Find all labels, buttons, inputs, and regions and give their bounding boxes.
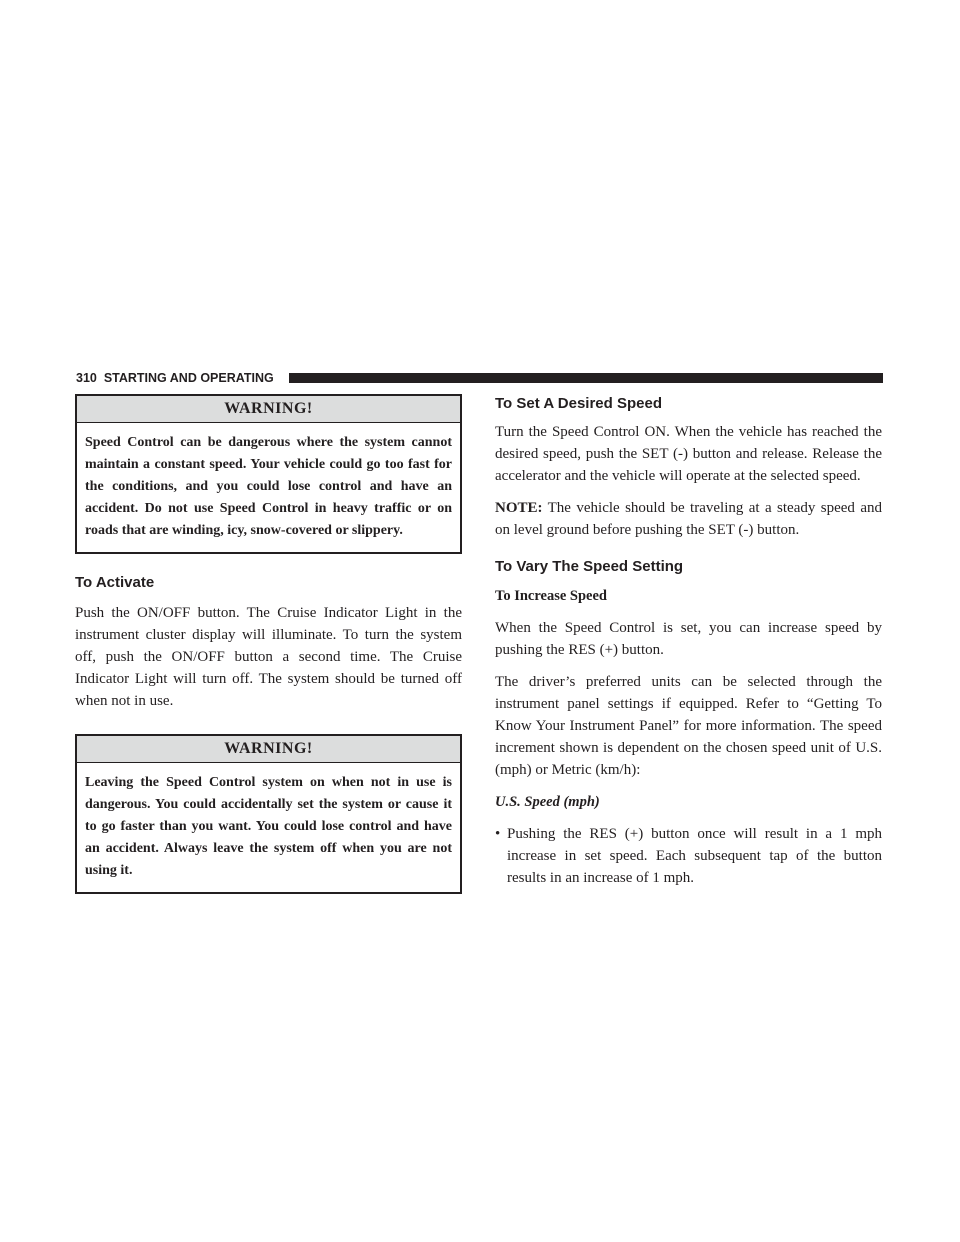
section-heading: To Set A Desired Speed: [495, 395, 662, 412]
paragraph: The driver’s preferred units can be selected through the instrument panel settings if equipped. Refer to “Getting To Know Your Instrument Panel” for more information. The speed increment shown is dependent on the chosen speed unit of U.S. (mph) or Metric (km/h):: [495, 674, 882, 778]
warning-title: WARNING!: [77, 736, 460, 763]
warning-title: WARNING!: [77, 396, 460, 423]
list-item-text: Pushing the RES (+) button once will result in a 1 mph increase in set speed. Each subsequent tap of the button results in an increase of 1 mph.: [507, 826, 882, 886]
warning-box: [75, 734, 462, 894]
section-heading: To Activate: [75, 574, 155, 591]
page-header-text: [76, 371, 274, 385]
right-column: [495, 394, 882, 889]
page-header: [76, 371, 883, 385]
left-column: [75, 394, 462, 894]
note-paragraph: [495, 497, 882, 541]
bullet-icon: •: [495, 826, 501, 842]
header-rule: [289, 373, 883, 383]
warning-text: Leaving the Speed Control system on when not in use is dangerous. You could accidentally set the system or cause it to go faster than you want. You could lose control and have an accident. Always leave the system off when you are not using it.: [85, 775, 452, 878]
warning-text: Speed Control can be dangerous where the system cannot maintain a constant speed. Your vehicle could go too fast for the conditions, and you could lose control and have an accident. Do not use Speed Control in heavy traffic or on roads that are winding, icy, snow-covered or slippery.: [85, 435, 452, 538]
section-heading: To Vary The Speed Setting: [495, 558, 684, 575]
paragraph: Push the ON/OFF button. The Cruise Indicator Light in the instrument cluster display will illuminate. To turn the system off, push the ON/OFF button a second time. The Cruise Indicator Light will turn off. The system should be turned off when not in use.: [75, 605, 462, 709]
warning-box: [75, 394, 462, 554]
note-text: The vehicle should be traveling at a steady speed and on level ground before pushing the SET (-) button.: [495, 500, 882, 538]
paragraph: When the Speed Control is set, you can increase speed by pushing the RES (+) button.: [495, 620, 882, 658]
page-number: 310: [76, 371, 97, 385]
list-item: [495, 823, 882, 889]
paragraph: Turn the Speed Control ON. When the vehicle has reached the desired speed, push the SET (-) button and release. Release the accelerator and the vehicle will operate at the selected speed.: [495, 424, 882, 484]
section-title: STARTING AND OPERATING: [103, 371, 274, 385]
subheading: U.S. Speed (mph): [495, 794, 600, 810]
note-label: NOTE:: [495, 500, 543, 516]
subheading: To Increase Speed: [495, 588, 607, 604]
